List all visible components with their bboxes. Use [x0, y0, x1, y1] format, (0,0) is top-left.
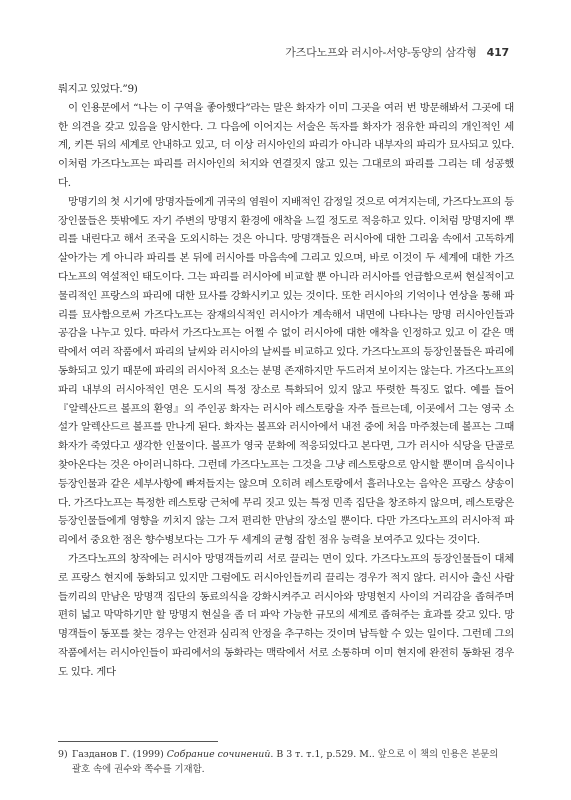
paragraph-continuation: 뤄지고 있었다.”9)	[58, 83, 138, 95]
running-header	[285, 44, 509, 60]
footnote-title: Собрание сочинений	[166, 749, 271, 760]
page-number: 417	[486, 46, 509, 59]
paragraph: 이 인용문에서 “나는 이 구역을 좋아했다”라는 말은 화자가 이미 그곳을 여러 번 방문해봐서 그곳에 대한 의견을 갖고 있음을 암시한다. 그 다음에 이어지는 서술은 독자를 화자가 점유한 파리의 개인적인 세계, 키튼 뒤의 세계로 안내하고 있고, 더 이상 러시아인의 파리가 아니라 내부자의 파리가 묘사되고 있다. 이처럼 가즈다노프는 파리를 러시아인의 처지와 연결짓지 않고 있는 그대로의 파리를 그리는 데 성공했다.	[58, 101, 514, 189]
paragraph: 가즈다노프의 창작에는 러시아 망명객들끼리 서로 끌리는 면이 있다. 가즈다노프의 등장인물들이 대체로 프랑스 현지에 동화되고 있지만 그럼에도 러시아인들끼리 끌리는 경우가 적지 않다. 러시아 출신 사람들끼리의 만남은 망명객 집단의 동료의식을 강화시켜주고 러시아와 망명현지 사이의 거리감을 좁혀주며 편히 넓고 막막하기만 할 망명지 현실을 좀 더 파악 가능한 규모의 세계로 좁혀주는 효과를 갖고 있다. 망명객들이 동포를 찾는 경우는 안전과 심리적 안정을 추구하는 것이며 납득할 수 있는 일이다. 그런데 그의 작품에서는 러시아인들이 파리에서의 동화라는 맥락에서 서로 소통하며 이미 현지에 완전히 동화된 경우도 있다. 게다	[58, 552, 514, 678]
paragraph: 망명기의 첫 시기에 망명자들에게 귀국의 염원이 지배적인 감정일 것으로 여겨지는데, 가즈다노프의 등장인물들은 뜻밖에도 자기 주변의 망명지 환경에 애착을 느낄 정도로 적응하고 있다. 이처럼 망명지에 뿌리를 내린다고 해서 조국을 도외시하는 것은 아니다. 망명객들은 러시아에 대한 그리움 속에서 고독하게 살아가는 게 아니라 파리를 본 뒤에 러시아를 마음속에 그리고 있으며, 바로 이것이 두 세계에 대한 가즈다노프의 역설적인 태도이다. 그는 파리를 러시아에 비교할 뿐 아니라 러시아를 언급함으로써 현실적이고 물리적인 프랑스의 파리에 대한 묘사를 강화시키고 있는 것이다. 또한 러시아의 기억이나 연상을 통해 파리를 묘사함으로써 가즈다노프는 잠재의식적인 러시아가 계속해서 내면에 나타나는 망명 러시아인들과 공감을 나누고 있다. 따라서 가즈다노프는 어쩔 수 없이 러시아에 대한 애착을 인정하고 있고 이 같은 맥락에서 여러 작품에서 파리의 날씨와 러시아의 날씨를 비교하고 있다. 가즈다노프의 등장인물들은 파리에 동화되고 있기 때문에 파리의 러시아적 요소는 분명 존재하지만 두드러져 보이지는 않는다. 가즈다노프의 파리 내부의 러시아적인 면은 도시의 특정 장소로 특화되어 있지 않고 뚜렷한 특징도 없다. 예를 들어 『알렉산드르 볼프의 환영』의 주인공 화자는 러시아 레스토랑을 자주 들르는데, 이곳에서 그는 영국 소설가 알렉산드르 볼프를 만나게 된다. 화자는 볼프와 러시아에서 내전 중에 처음 마주쳤는데 볼프는 그때 화자가 죽였다고 생각한 인물이다. 볼프가 영국 문화에 적응되었다고 본다면, 그가 러시아 식당을 단골로 찾아온다는 것은 아이러니하다. 그런데 가즈다노프는 그것을 그냥 레스토랑으로 암시할 뿐이며 음식이나 등장인물과 같은 세부사항에 빠져들지는 않으며 오히려 레스토랑에서 흘러나오는 음악은 프랑스 샹송이다. 가즈다노프는 특정한 레스토랑 근처에 무리 짓고 있는 특정 민족 집단을 창조하지 않으며, 레스토랑은 등장인물들에게 영향을 끼치지 않는 그저 편리한 만남의 장소일 뿐이다. 다만 가즈다노프의 러시아적 파리에서 중요한 점은 향수병보다는 그가 두 세계의 균형 잡힌 점유 능력을 보여주고 있다는 것이다.	[58, 195, 514, 547]
footnote-number: 9)	[58, 749, 68, 760]
body-text	[58, 80, 514, 682]
footnote	[58, 747, 514, 777]
footnote-details: . В 3 т. т.1, p.529. M.. 앞으로 이 책의 인용은 본문의	[270, 749, 499, 760]
footnote-author: Газданов Г. (1999)	[72, 749, 164, 760]
running-title: 가즈다노프와 러시아-서양-동양의 삼각형	[285, 46, 477, 59]
footnote-divider	[58, 741, 218, 742]
footnote-continuation: 괄호 속에 권수와 쪽수를 기재함.	[72, 764, 205, 775]
